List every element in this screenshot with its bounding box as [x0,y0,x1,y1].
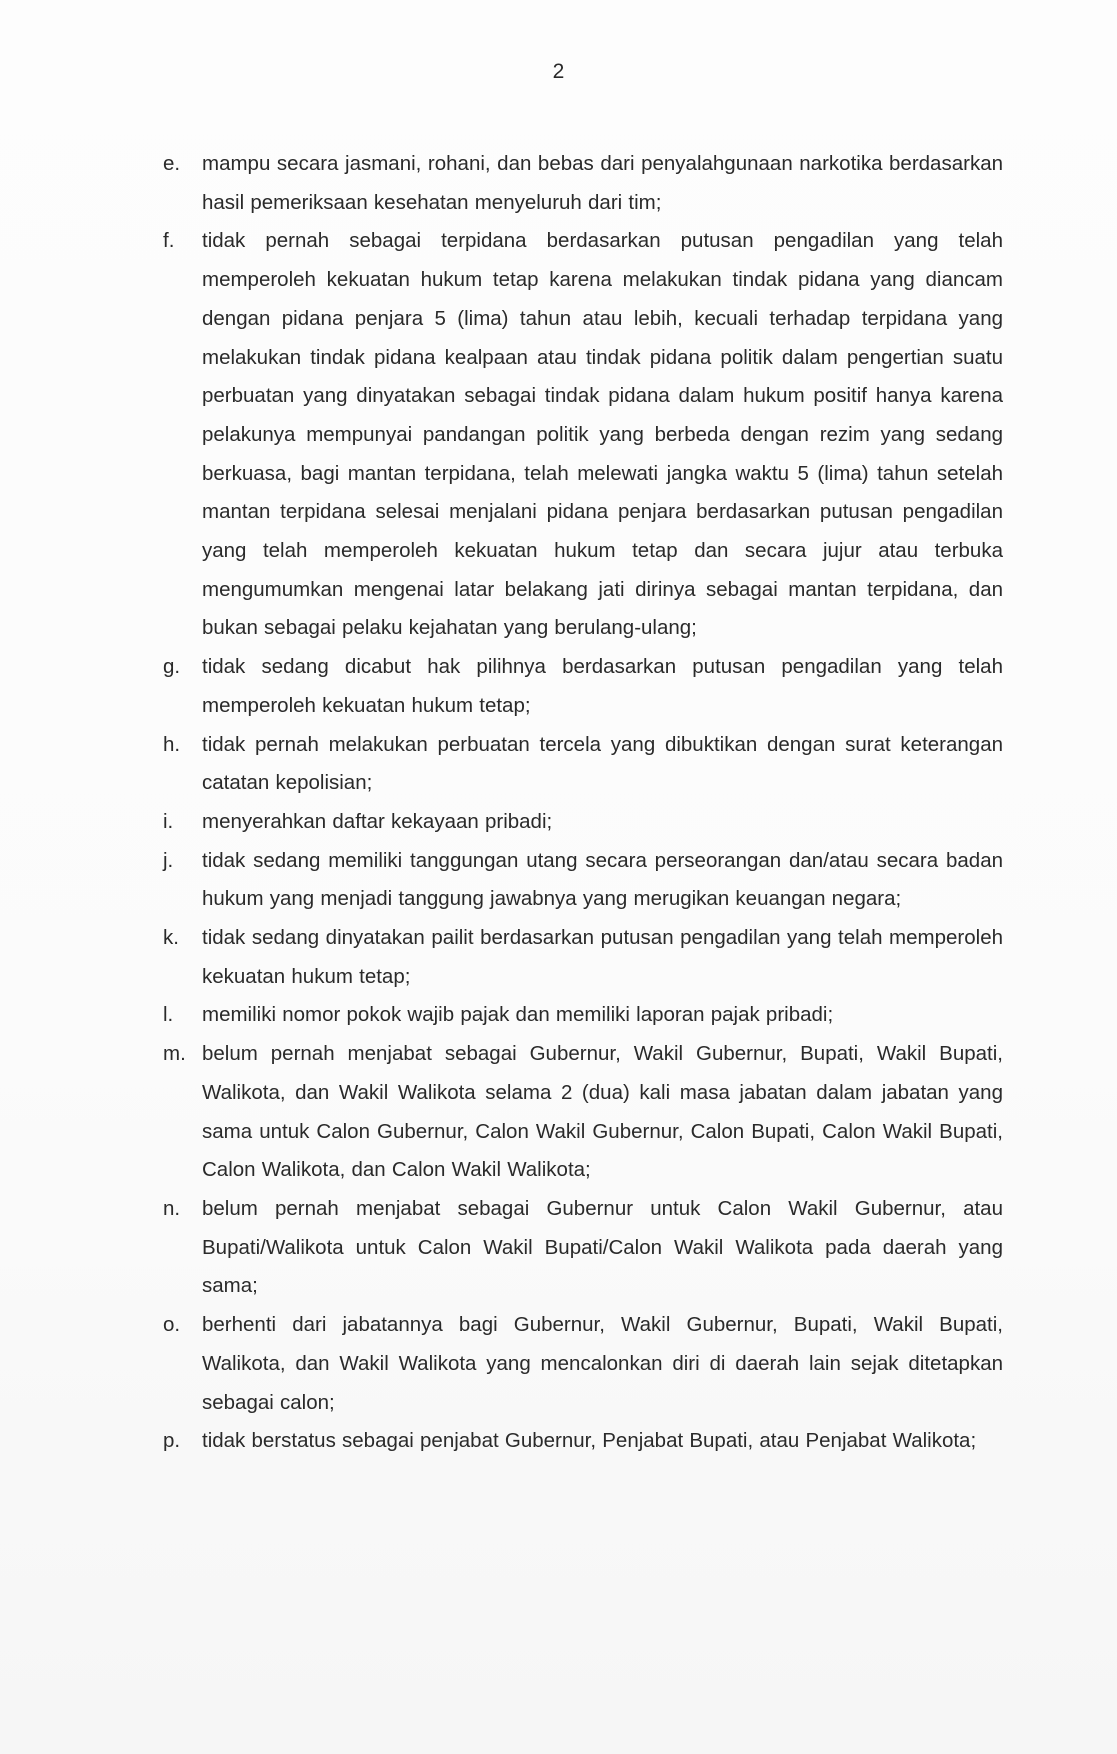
list-item-marker: o. [163,1313,181,1337]
list-item-marker: e. [163,152,181,175]
list-item [163,919,1003,996]
list-item [163,842,1003,919]
list-item-text: belum pernah menjabat sebagai Gubernur, Wakil Gubernur, Bupati, Wakil Bupati, Walikota, dan Wakil Walikota selama 2 (dua) kali masa jabatan dalam jabatan yang sama untuk Calon Gubernur, Calon Wakil Gubernur, Calon Bupati, Calon Wakil Bupati, Calon Walikota, dan Calon Wakil Walikota; [202,1042,1003,1182]
list-item-text: belum pernah menjabat sebagai Gubernur untuk Calon Wakil Gubernur, atau Bupati/Walikota untuk Calon Wakil Bupati/Calon Wakil Walikota pada daerah yang sama; [202,1196,1003,1298]
list-item-marker: m. [163,1042,186,1066]
list-item-marker: n. [163,1196,181,1220]
list-item-marker: j. [163,848,174,872]
list-item-marker: k. [163,926,179,950]
list-item [163,803,1003,842]
list-item [163,1190,1003,1306]
list-item [163,996,1003,1035]
list-item-text: tidak pernah sebagai terpidana berdasarkan putusan pengadilan yang telah memperoleh kekuatan hukum tetap karena melakukan tindak pidana yang diancam dengan pidana penjara 5 (lima) tahun atau lebih, kecuali terhadap terpidana yang melakukan tindak pidana kealpaan atau tindak pidana politik dalam pengertian suatu perbuatan yang dinyatakan sebagai tindak pidana dalam hukum positif hanya karena pelakunya mempunyai pandangan politik yang berbeda dengan rezim yang sedang berkuasa, bagi mantan terpidana, telah melewati jangka waktu 5 (lima) tahun setelah mantan terpidana selesai menjalani pidana penjara berdasarkan putusan pengadilan yang telah memperoleh kekuatan hukum tetap dan secara jujur atau terbuka mengumumkan mengenai latar belakang jati dirinya sebagai mantan terpidana, dan bukan sebagai pelaku kejahatan yang berulang-ulang; [202,229,1003,640]
list-item [163,726,1003,803]
list-item-marker: l. [163,1003,174,1027]
list-item-text: tidak sedang dicabut hak pilihnya berdasarkan putusan pengadilan yang telah memperoleh kekuatan hukum tetap; [202,655,1003,717]
list-item-marker: p. [163,1429,181,1453]
list-item [163,648,1003,725]
list-item [163,1306,1003,1422]
list-item-marker: g. [163,655,181,679]
list-item-marker: f. [163,229,175,253]
page-number: 2 [552,60,565,83]
requirements-list [163,145,1003,1461]
list-item-marker: h. [163,732,181,756]
list-item [163,1035,1003,1190]
list-item-text: tidak berstatus sebagai penjabat Gubernur, Penjabat Bupati, atau Penjabat Walikota; [202,1429,977,1453]
list-item-text: tidak pernah melakukan perbuatan tercela yang dibuktikan dengan surat keterangan catatan kepolisian; [202,732,1003,795]
list-item-text: tidak sedang memiliki tanggungan utang secara perseorangan dan/atau secara badan hukum yang menjadi tanggung jawabnya yang merugikan keuangan negara; [202,848,1003,911]
list-item [163,222,1003,648]
list-item-text: mampu secara jasmani, rohani, dan bebas dari penyalahgunaan narkotika berdasarkan hasil pemeriksaan kesehatan menyeluruh dari tim; [202,152,1003,214]
list-item [163,1422,1003,1461]
list-item [163,145,1003,222]
list-item-text: memiliki nomor pokok wajib pajak dan memiliki laporan pajak pribadi; [202,1003,834,1027]
list-item-text: berhenti dari jabatannya bagi Gubernur, Wakil Gubernur, Bupati, Wakil Bupati, Walikota, dan Wakil Walikota yang mencalonkan diri di daerah lain sejak ditetapkan sebagai calon; [202,1313,1003,1414]
list-item-text: tidak sedang dinyatakan pailit berdasarkan putusan pengadilan yang telah memperoleh kekuatan hukum tetap; [202,926,1003,988]
list-item-text: menyerahkan daftar kekayaan pribadi; [202,809,553,833]
list-item-marker: i. [163,809,174,833]
